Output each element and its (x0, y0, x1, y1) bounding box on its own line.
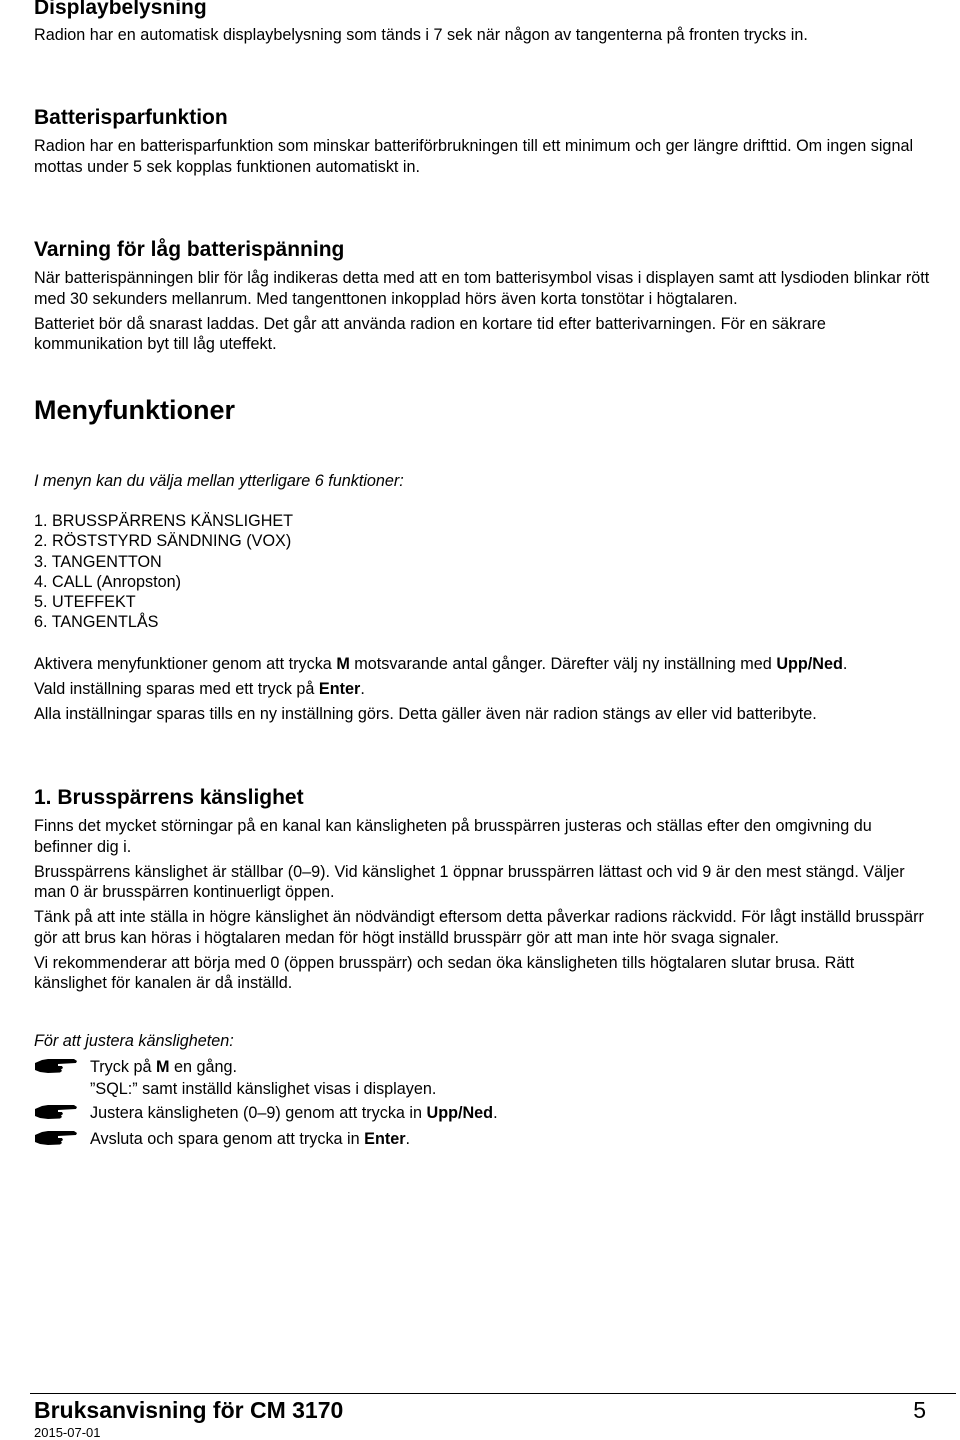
squelch-paragraph-3: Tänk på att inte ställa in högre känslighet än nödvändigt eftersom detta påverkar radions räckvidd. För lågt inställd brusspärr gör att brus kan höras i högtalaren medan för högt inställd brusspärr gör att man inte hör svaga signaler. (34, 908, 924, 947)
list-item: 2. RÖSTSTYRD SÄNDNING (VOX) (34, 532, 292, 551)
section-title-battery-save: Batterisparfunktion (34, 106, 228, 129)
low-battery-paragraph-2: Batteriet bör då snarast laddas. Det går att använda radion en kortare tid efter batterivarningen. För en säkrare kommunikation byt till låg uteffekt. (34, 314, 826, 353)
text-run: motsvarande antal gånger. Därefter välj ny inställning med (349, 655, 777, 673)
pointing-hand-icon (34, 1129, 78, 1147)
text-run: Vald inställning sparas med ett tryck på (34, 680, 319, 698)
menu-instructions (34, 654, 930, 725)
section-body-low-battery (34, 268, 930, 355)
page-number: 5 (913, 1397, 926, 1423)
key-name: M (155, 1058, 170, 1076)
list-item: 4. CALL (Anropston) (34, 572, 181, 591)
section-body-squelch (34, 816, 930, 994)
section-text-battery-save: Radion har en batterisparfunktion som minskar batteriförbrukningen till ett minimum och ger längre drifttid. Om ingen signal mottas under 5 sek kopplas funktionen automatiskt in. (34, 137, 914, 176)
page-title-menu: Menyfunktioner (34, 395, 236, 425)
footer-date: 2015-07-01 (34, 1425, 101, 1440)
pointing-hand-icon (34, 1103, 78, 1121)
text-run: Justera känsligheten (0–9) genom att trycka in (90, 1104, 427, 1122)
squelch-how-to: För att justera känsligheten: (34, 1032, 234, 1050)
text-run: Tryck på (90, 1058, 156, 1076)
key-name: M (336, 655, 350, 673)
text-run: . (405, 1130, 411, 1148)
text-run: Avsluta och spara genom att trycka in (90, 1130, 365, 1148)
section-text-display-light: Radion har en automatisk displaybelysning som tänds i 7 sek när någon av tangenterna på fronten trycks in. (34, 26, 808, 44)
menu-function-list (34, 511, 930, 633)
menu-paragraph-2 (34, 679, 930, 700)
list-item: 1. BRUSSPÄRRENS KÄNSLIGHET (34, 512, 294, 530)
squelch-paragraph-2: Brusspärrens känslighet är ställbar (0–9). Vid känslighet 1 öppnar brusspärren lättast och vid 9 är den mest stängd. Väljer man 0 är brusspärren kontinuerligt öppen. (34, 862, 905, 901)
text-run: en gång. (169, 1058, 237, 1076)
squelch-paragraph-4: Vi rekommenderar att börja med 0 (öppen brusspärr) och sedan öka känsligheten tills högtalaren slutar brusa. Rätt känslighet för kanalen är då inställd. (34, 953, 855, 992)
key-name: Upp/Ned (776, 655, 843, 673)
menu-paragraph-3: Alla inställningar sparas tills en ny inställning görs. Detta gäller även när radion stängs av eller vid batteribyte. (34, 705, 817, 723)
key-name: Enter (318, 680, 361, 698)
step-2-text (90, 1103, 498, 1124)
menu-intro: I menyn kan du välja mellan ytterligare 6 funktioner: (34, 472, 404, 490)
list-item: 5. UTEFFEKT (34, 593, 136, 612)
text-run: . (360, 680, 365, 698)
menu-paragraph-1 (34, 654, 930, 675)
squelch-paragraph-1: Finns det mycket störningar på en kanal kan känsligheten på brusspärren justeras och ställas efter den omgivning du befinner dig i. (34, 817, 872, 856)
text-run: . (493, 1104, 498, 1122)
text-run: . (842, 655, 848, 673)
footer-divider (30, 1393, 956, 1394)
text-run: Aktivera menyfunktioner genom att trycka (34, 655, 337, 673)
step-1-text (90, 1057, 237, 1078)
list-item: 6. TANGENTLÅS (34, 613, 159, 632)
section-title-low-battery: Varning för låg batterispänning (34, 238, 345, 261)
footer-title: Bruksanvisning för CM 3170 (34, 1397, 344, 1423)
step-3-text (90, 1129, 410, 1150)
step-1-note: ”SQL:” samt inställd känslighet visas i displayen. (90, 1080, 437, 1098)
key-name: Enter (364, 1130, 406, 1148)
section-title-squelch: 1. Brusspärrens känslighet (34, 786, 304, 809)
pointing-hand-icon (34, 1057, 78, 1075)
low-battery-paragraph-1: När batterispänningen blir för låg indikeras detta med att en tom batterisymbol visas i displayen samt att lysdioden blinkar rött med 30 sekunders mellanrum. Med tangenttonen inkopplad hörs även korta tonstötar i högtalaren. (34, 269, 930, 308)
list-item: 3. TANGENTTON (34, 552, 162, 571)
key-name: Upp/Ned (426, 1104, 494, 1122)
section-title-display-light: Displaybelysning (34, 0, 207, 19)
